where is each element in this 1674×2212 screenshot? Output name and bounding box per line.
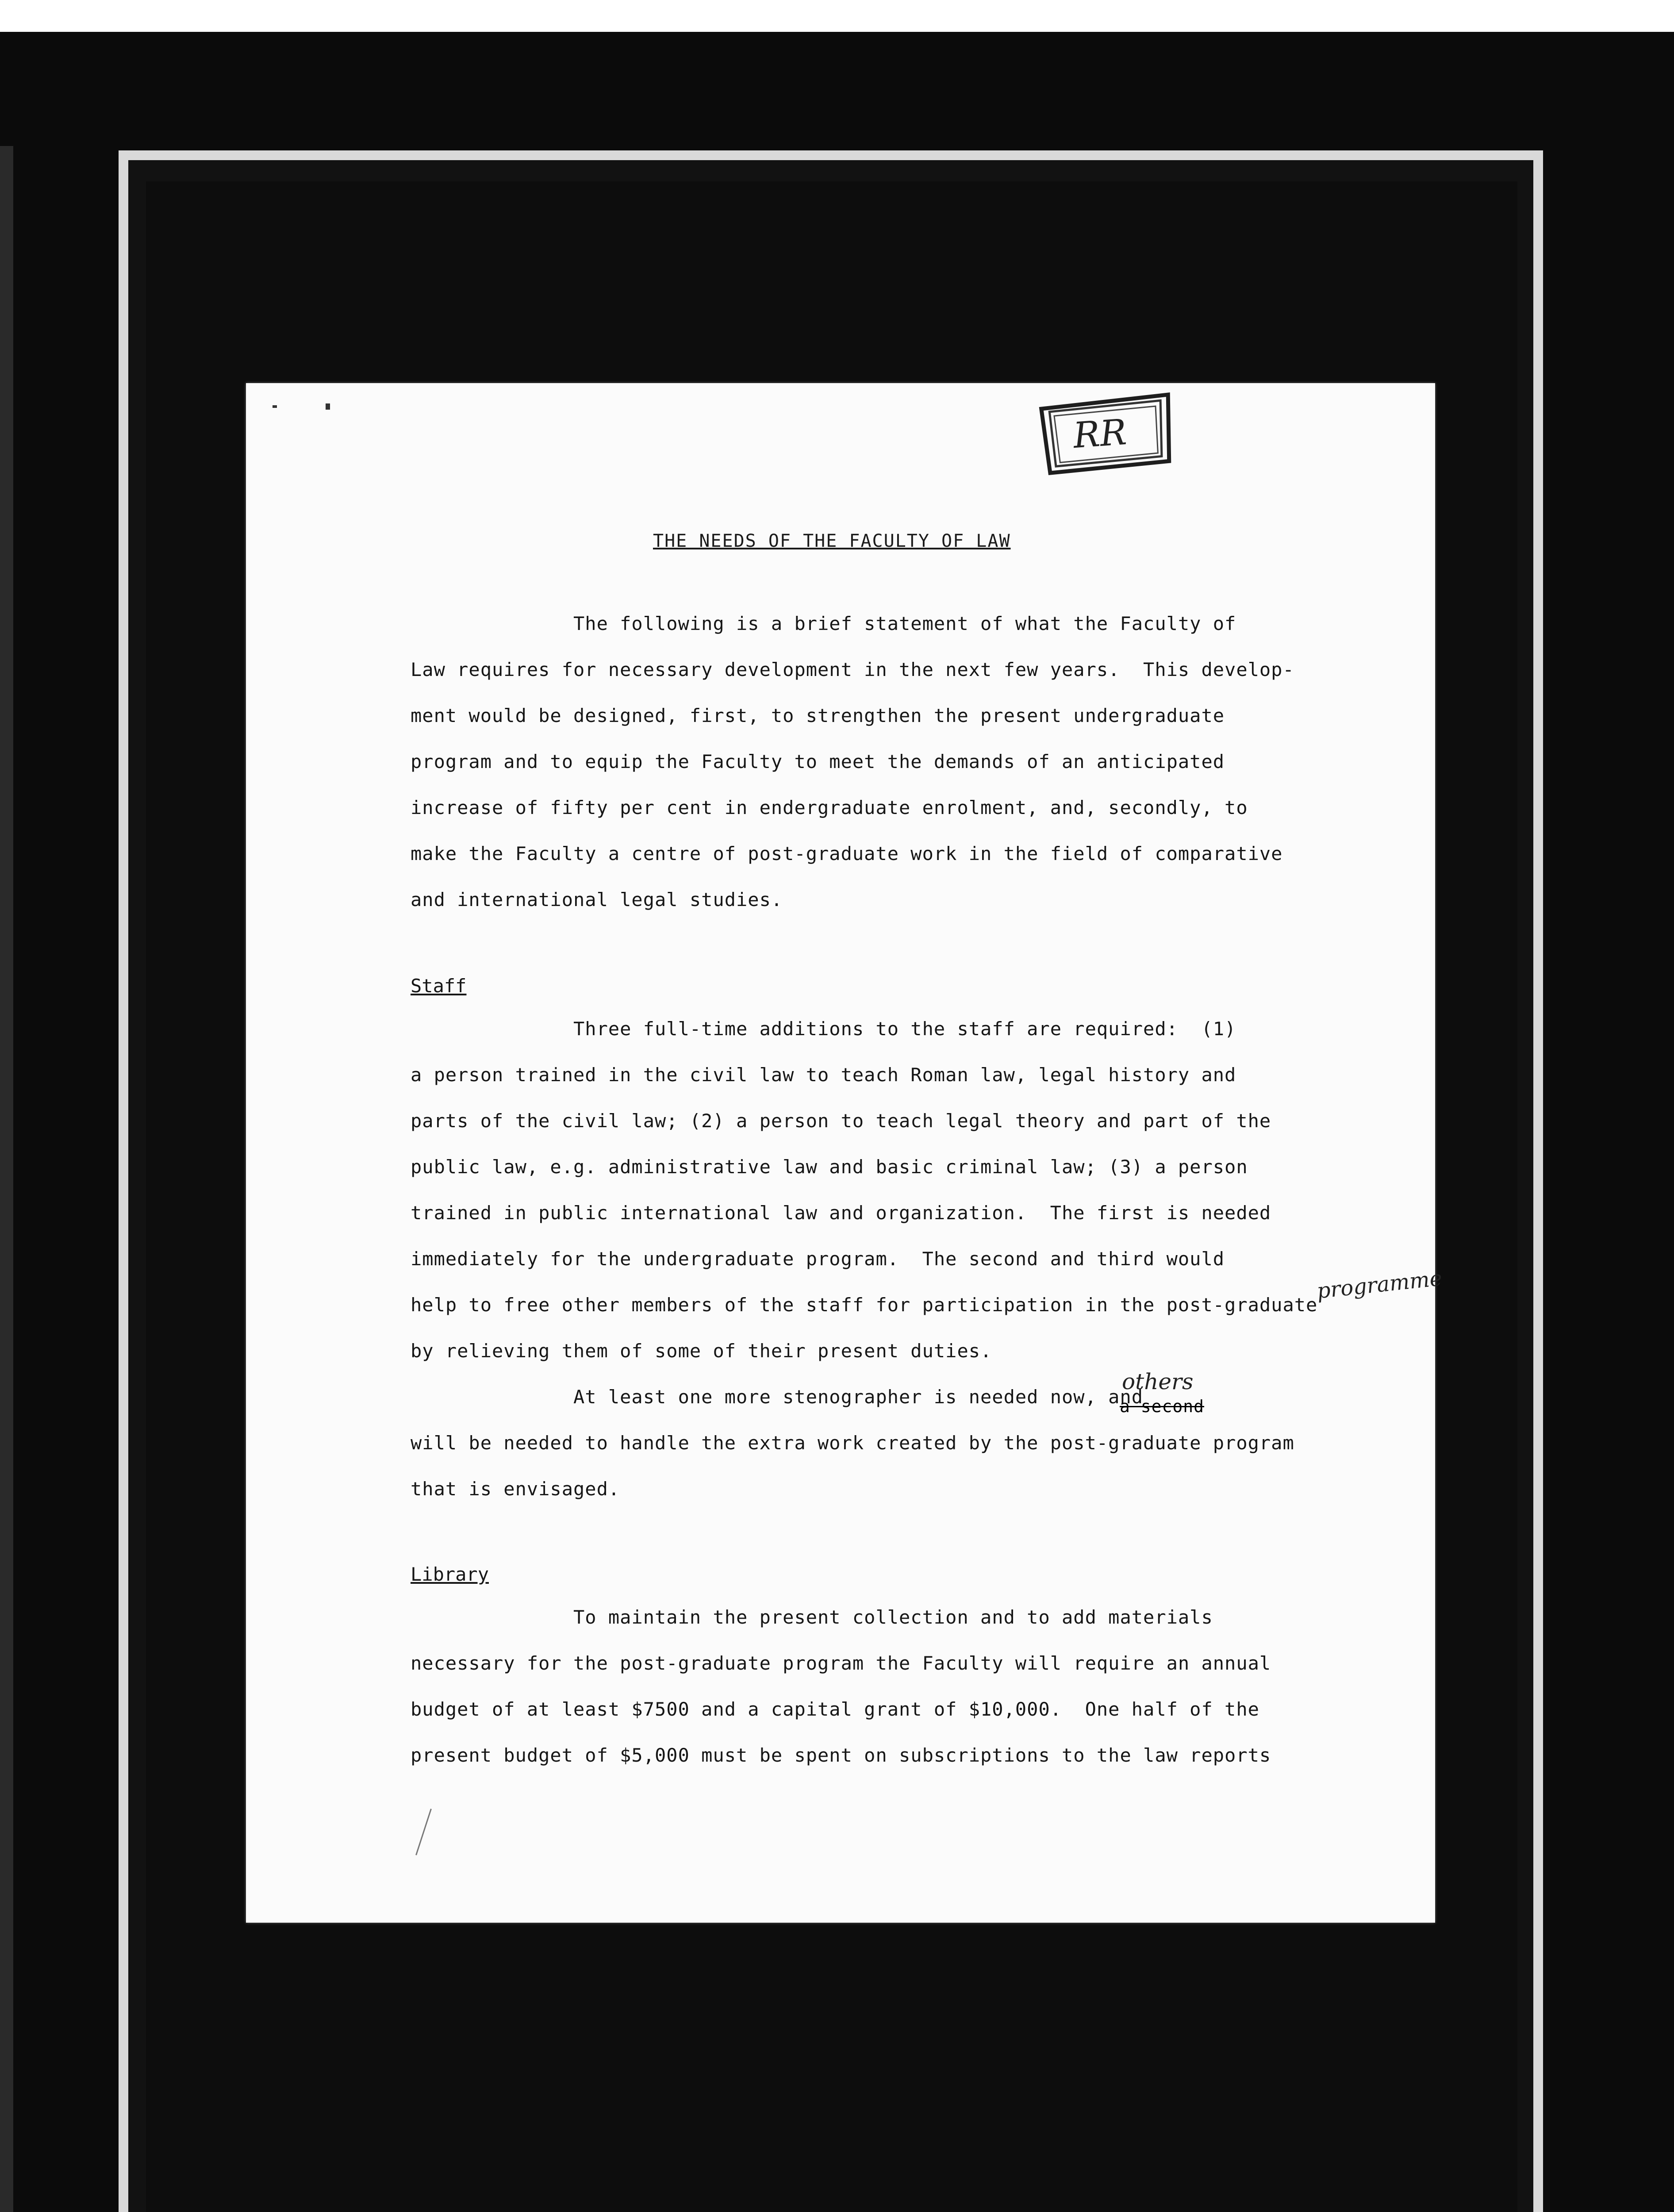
library-line: necessary for the post-graduate program the Faculty will require an annual [411, 1652, 1271, 1674]
intro-line: Law requires for necessary development in the next few years. This develop- [411, 659, 1294, 680]
intro-line: program and to equip the Faculty to meet the demands of an anticipated [411, 751, 1225, 772]
handwritten-insertion-others: others [1122, 1369, 1194, 1394]
staff-line: At least one more stenographer is needed now, and [411, 1386, 1155, 1408]
staff-line: that is envisaged. [411, 1478, 620, 1500]
document-title: THE NEEDS OF THE FACULTY OF LAW [653, 531, 1011, 551]
staff-line: will be needed to handle the extra work created by the post-graduate program [411, 1432, 1294, 1454]
intro-line: ment would be designed, first, to strengthen the present undergraduate [411, 705, 1225, 726]
staff-line: public law, e.g. administrative law and basic criminal law; (3) a person [411, 1156, 1248, 1178]
library-line: budget of at least $7500 and a capital grant of $10,000. One half of the [411, 1698, 1259, 1720]
staff-line: help to free other members of the staff for participation in the post-graduate [411, 1294, 1318, 1316]
staff-line: Three full-time additions to the staff are required: (1) [411, 1018, 1236, 1040]
intro-line: and international legal studies. [411, 889, 783, 910]
page-mark [415, 1809, 432, 1855]
page-mark [273, 405, 277, 408]
page-mark [326, 403, 330, 410]
stamp-initials: RR [1071, 411, 1128, 457]
film-edge [0, 146, 13, 2212]
library-heading: Library [411, 1563, 489, 1585]
staff-line: by relieving them of some of their present duties. [411, 1340, 992, 1362]
staff-line: parts of the civil law; (2) a person to teach legal theory and part of the [411, 1110, 1271, 1132]
staff-line: a person trained in the civil law to teach Roman law, legal history and [411, 1064, 1236, 1086]
staff-heading: Staff [411, 975, 467, 997]
intro-line: make the Faculty a centre of post-graduate work in the field of comparative [411, 843, 1283, 864]
intro-line: The following is a brief statement of what the Faculty of [411, 613, 1236, 634]
initials-stamp [1035, 390, 1177, 476]
intro-line: increase of fifty per cent in endergraduate enrolment, and, secondly, to [411, 797, 1248, 818]
handwritten-insertion-programme: programme [1315, 1266, 1444, 1304]
staff-line: immediately for the undergraduate program. The second and third would [411, 1248, 1225, 1270]
library-line: To maintain the present collection and to add materials [411, 1606, 1213, 1628]
struck-out-text: a second [1120, 1397, 1205, 1416]
library-line: present budget of $5,000 must be spent on subscriptions to the law reports [411, 1744, 1271, 1766]
document-page [246, 383, 1444, 1923]
staff-line: trained in public international law and organization. The first is needed [411, 1202, 1271, 1224]
